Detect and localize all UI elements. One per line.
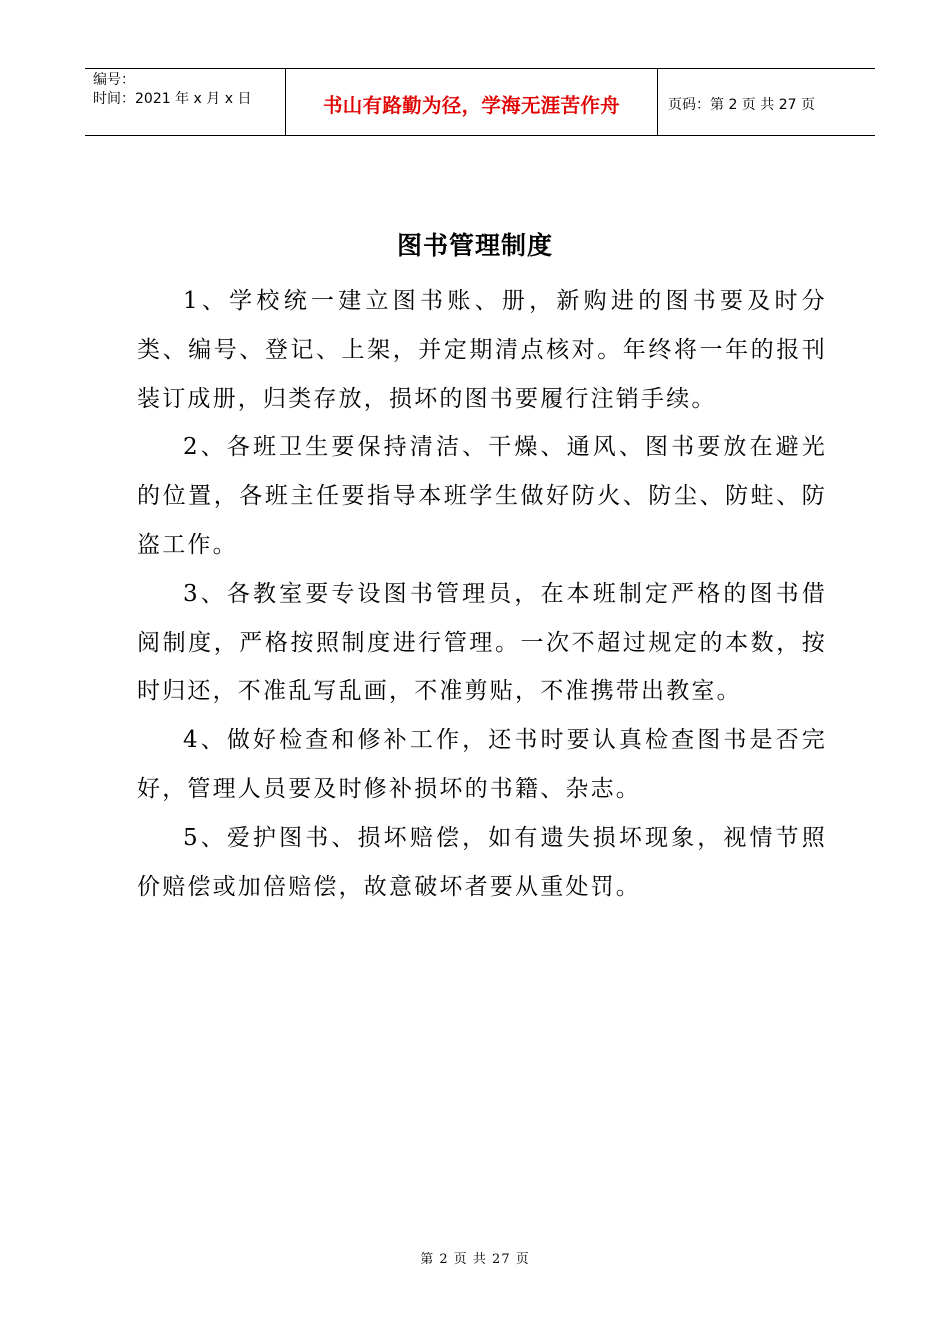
header-meta-cell (85, 69, 286, 135)
header-page-cell (658, 69, 875, 135)
paragraph-5: 5、爱护图书、损坏赔偿，如有遗失损坏现象，视情节照价赔偿或加倍赔偿，故意破坏者要从重处罚。 (137, 824, 827, 900)
serial-number-label: 编号： (93, 72, 135, 88)
motto-text: 书山有路勤为径，学海无涯苦作舟 (322, 94, 620, 117)
page-header (85, 68, 875, 136)
paragraph-4: 4、做好检查和修补工作，还书时要认真检查图书是否完好，管理人员要及时修补损坏的书籍、杂志。 (137, 727, 827, 802)
paragraph-1: 1、学校统一建立图书账、册，新购进的图书要及时分类、编号、登记、上架，并定期清点核对。年终将一年的报刊装订成册，归类存放，损坏的图书要履行注销手续。 (137, 288, 827, 412)
paragraph-3: 3、各教室要专设图书管理员，在本班制定严格的图书借阅制度，严格按照制度进行管理。一次不超过规定的本数，按时归还，不准乱写乱画，不准剪贴，不准携带出教室。 (137, 580, 827, 705)
footer-page-number: 第 2 页 共 27 页 (420, 1252, 530, 1267)
document-title: 图书管理制度 (396, 231, 553, 260)
date-label: 时间：2021 年 x 月 x 日 (93, 91, 252, 107)
paragraph-2: 2、各班卫生要保持清洁、干燥、通风、图书要放在避光的位置，各班主任要指导本班学生做好防火、防尘、防蛀、防盗工作。 (137, 434, 827, 558)
header-motto-cell (286, 69, 658, 135)
document-body (137, 277, 827, 911)
header-page-info: 页码：第 2 页 共 27 页 (668, 97, 815, 113)
